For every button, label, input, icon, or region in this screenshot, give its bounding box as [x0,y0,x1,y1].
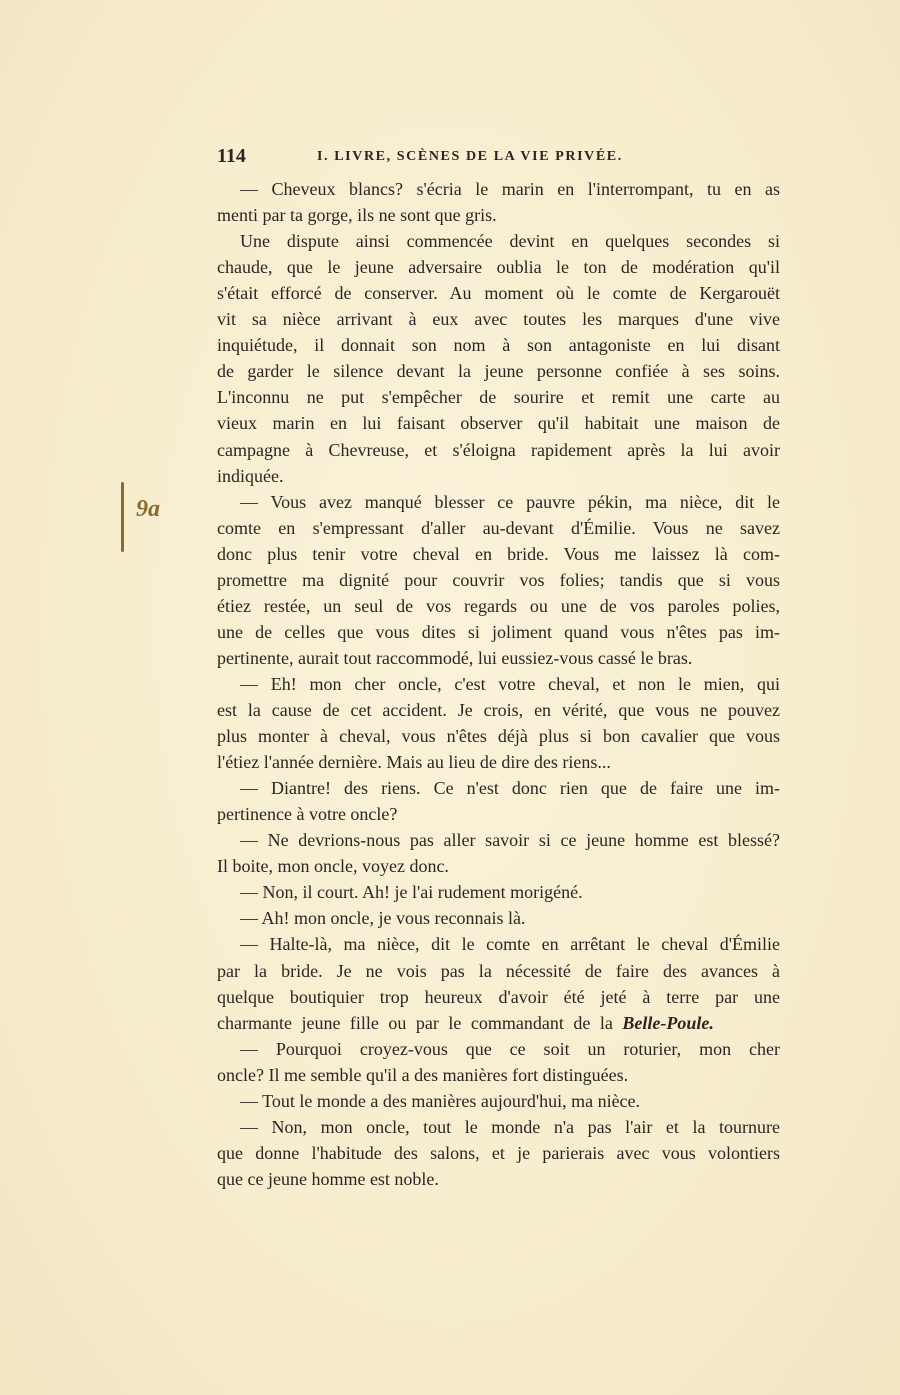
line-text: — Non, mon oncle, tout le monde n'a pas l'air et la tournure [240,1116,780,1137]
line-text: promettre ma dignité pour couvrir vos folies; tandis que si vous [217,569,780,590]
text-line [217,256,780,278]
text-line [217,543,780,565]
line-text: Il boite, mon oncle, voyez donc. [217,856,449,877]
line-text: — Non, il court. Ah! je l'ai rudement morigéné. [240,882,583,903]
line-text: que donne l'habitude des salons, et je parierais avec vous volontiers [217,1142,780,1163]
running-title: I. LIVRE, SCÈNES DE LA VIE PRIVÉE. [317,149,623,164]
text-line [217,699,780,721]
line-text: — Eh! mon cher oncle, c'est votre cheval, et non le mien, qui [240,673,780,694]
text-line [240,1038,780,1060]
text-line [217,204,780,226]
text-line [217,334,780,356]
text-line [217,855,780,877]
line-text: inquiétude, il donnait son nom à son antagoniste en lui disant [217,335,780,356]
line-text: Une dispute ainsi commencée devint en quelques secondes si [240,231,780,252]
text-line [217,647,780,669]
line-text: — Ah! mon oncle, je vous reconnais là. [240,908,526,929]
line-text: — Vous avez manqué blesser ce pauvre pékin, ma nièce, dit le [240,491,780,512]
page-header [217,145,780,171]
line-text: est la cause de cet accident. Je crois, en vérité, que vous ne pouvez [217,700,780,720]
line-text: chaude, que le jeune adversaire oublia le ton de modération qu'il [217,257,780,278]
text-line [217,986,780,1008]
ship-name-italic: Belle-Poule. [622,1012,714,1033]
text-line [240,673,780,695]
text-line [217,465,780,487]
line-text: pertinente, aurait tout raccommodé, lui eussiez-vous cassé le bras. [217,647,693,668]
line-text: que ce jeune homme est noble. [217,1168,439,1189]
line-text: par la bride. Je ne vois pas la nécessité de faire des avances à [217,960,780,981]
text-line [217,360,780,382]
margin-note-text: 9a [136,496,160,522]
line-text: campagne à Chevreuse, et s'éloigna rapidement après la lui avoir [217,439,780,460]
text-line [217,621,780,643]
text-line [240,907,780,929]
line-text: — Halte-là, ma nièce, dit le comte en arrêtant le cheval d'Émilie [240,934,780,955]
text-line [217,412,780,434]
line-text: comte en s'empressant d'aller au-devant d'Émilie. Vous ne savez [217,517,780,538]
line-text: étiez restée, un seul de vos regards ou une de vos paroles polies, [217,595,780,616]
line-text: vit sa nièce arrivant à eux avec toutes les marques d'une vive [217,309,780,330]
text-line [217,1142,780,1164]
line-text: — Ne devrions-nous pas aller savoir si ce jeune homme est blessé? [240,830,780,851]
line-text: L'inconnu ne put s'empêcher de sourire et remit une carte au [217,387,780,408]
text-line [217,282,780,304]
text-line [217,1012,780,1034]
line-text: vieux marin en lui faisant observer qu'il habitait une maison de [217,413,780,434]
line-text: — Tout le monde a des manières aujourd'hui, ma nièce. [240,1090,641,1111]
text-line [217,439,780,461]
line-text: menti par ta gorge, ils ne sont que gris. [217,205,497,226]
line-text: plus monter à cheval, vous n'êtes déjà plus si bon cavalier que vous [217,726,780,747]
margin-mark [121,482,124,552]
text-line [217,803,780,825]
line-text: quelque boutiquier trop heureux d'avoir été jeté à terre par une [217,986,780,1007]
text-line [217,517,780,539]
line-text: — Cheveux blancs? s'écria le marin en l'interrompant, tu en as [240,179,780,199]
text-line [217,725,780,747]
text-line [240,881,780,903]
line-text: donc plus tenir votre cheval en bride. Vous me laissez là com- [217,543,780,564]
text-line [240,829,780,851]
line-text: l'étiez l'année dernière. Mais au lieu de dire des riens... [217,752,611,773]
text-line [217,595,780,617]
text-line [240,777,780,799]
text-line [217,960,780,982]
line-text: indiquée. [217,465,284,486]
text-line [240,1090,780,1112]
text-line [240,933,780,955]
line-text: oncle? Il me semble qu'il a des manières fort distinguées. [217,1064,629,1085]
text-line [217,308,780,330]
text-line [217,1168,780,1190]
text-line [240,491,780,513]
line-text: — Pourquoi croyez-vous que ce soit un roturier, mon cher [240,1038,780,1059]
text-line [240,230,780,252]
handwritten-margin-note [114,482,174,552]
line-text: pertinence à votre oncle? [217,804,398,825]
text-line [240,178,780,200]
line-text: une de celles que vous dites si joliment quand vous n'êtes pas im- [217,621,780,642]
line-text: s'était efforcé de conserver. Au moment où le comte de Kergarouët [217,283,780,304]
line-text: — Diantre! des riens. Ce n'est donc rien que de faire une im- [240,778,780,799]
text-line [217,751,780,773]
text-line [217,1064,780,1086]
line-text: de garder le silence devant la jeune personne confiée à ses soins. [217,361,780,382]
page-number: 114 [217,145,246,167]
text-line [240,1116,780,1138]
text-line [217,569,780,591]
line-text: charmante jeune fille ou par le commandant de la [217,1012,623,1033]
text-line [217,386,780,408]
